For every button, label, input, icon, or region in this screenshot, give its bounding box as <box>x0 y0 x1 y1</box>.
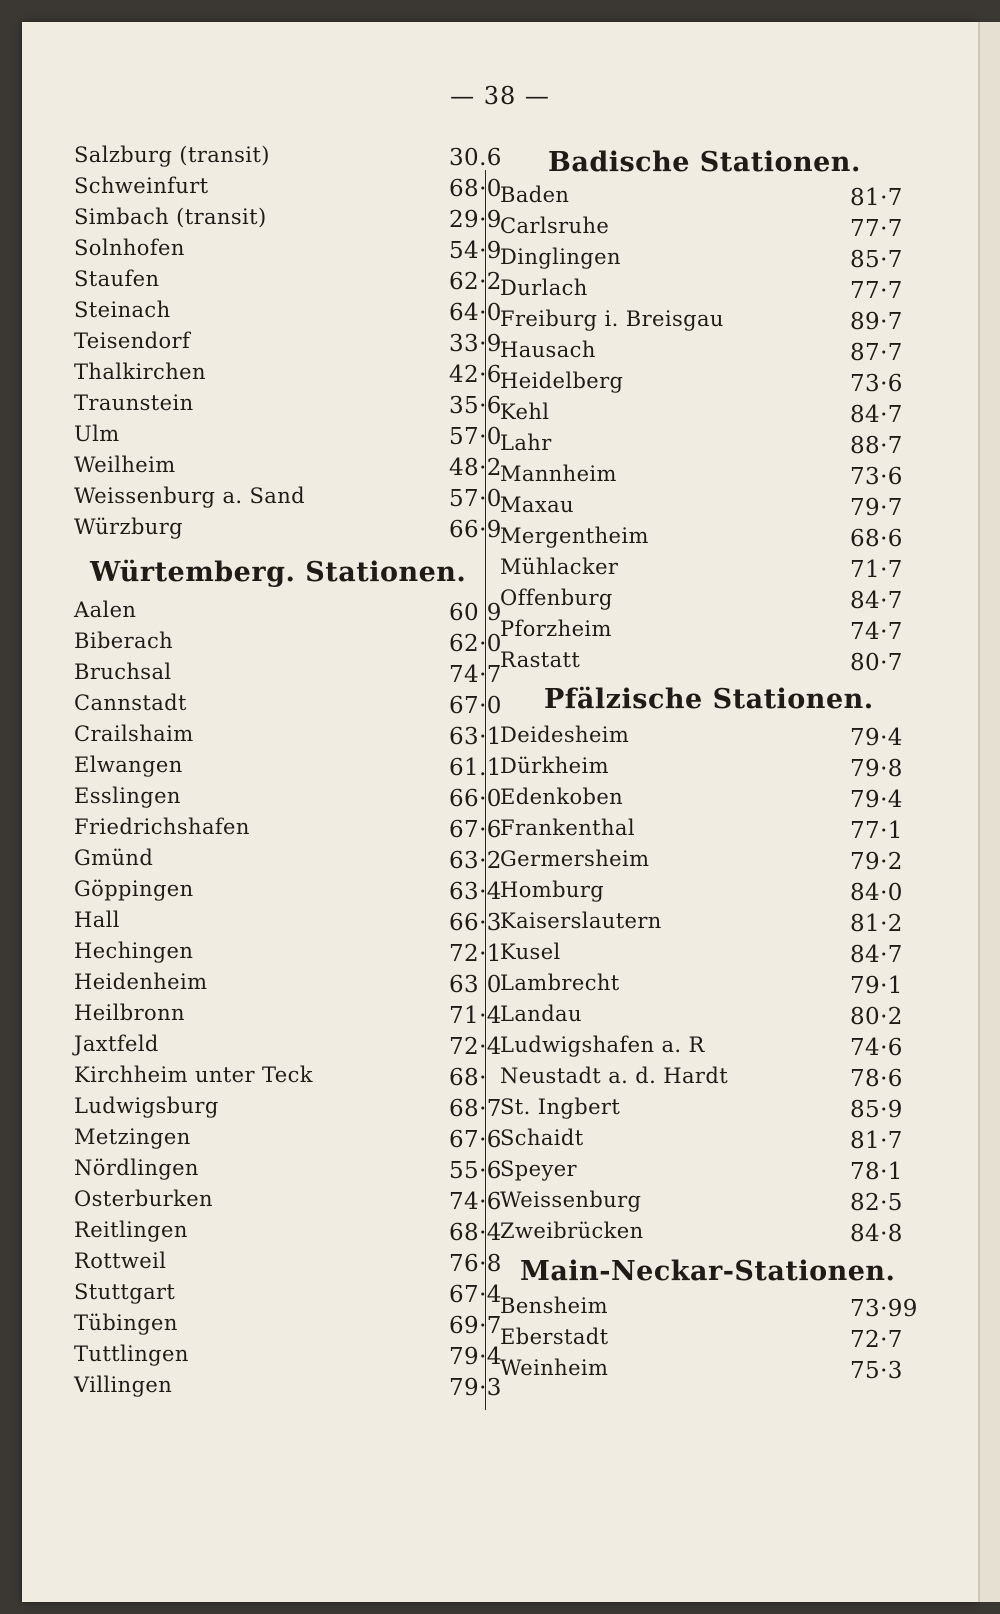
station-row <box>500 720 920 751</box>
station-name: Schaidt <box>500 1126 584 1150</box>
station-value: 79·1 <box>850 973 903 999</box>
station-value: 84·7 <box>850 942 903 968</box>
station-value: 76·8 <box>449 1251 502 1277</box>
station-row <box>74 357 502 388</box>
station-name: Kirchheim unter Teck <box>74 1063 313 1087</box>
station-value: 74·6 <box>850 1035 903 1061</box>
station-value: 63·2 <box>449 848 502 874</box>
station-row <box>500 490 920 521</box>
station-name: Eberstadt <box>500 1325 609 1349</box>
station-value: 81·7 <box>850 185 903 211</box>
station-value: 68· <box>449 1065 487 1091</box>
station-value: 85·7 <box>850 247 903 273</box>
station-row <box>74 905 502 936</box>
station-name: Offenburg <box>500 586 613 610</box>
station-row <box>74 874 502 905</box>
station-row <box>74 1246 502 1277</box>
station-name: Ludwigsburg <box>74 1094 219 1118</box>
station-value: 29·9 <box>449 207 502 233</box>
station-name: Pforzheim <box>500 617 612 641</box>
station-name: Solnhofen <box>74 236 185 260</box>
station-name: Edenkoben <box>500 785 624 809</box>
baden-heading: Badische Stationen. <box>548 147 861 178</box>
station-row <box>500 782 920 813</box>
station-row <box>74 1153 502 1184</box>
station-name: Elwangen <box>74 753 183 777</box>
station-row <box>500 1185 920 1216</box>
station-value: 73·6 <box>850 464 903 490</box>
station-value: 84·8 <box>850 1221 903 1247</box>
station-row <box>500 999 920 1030</box>
station-row <box>74 233 502 264</box>
station-name: Weinheim <box>500 1356 609 1380</box>
station-name: Schweinfurt <box>74 174 209 198</box>
station-value: 82·5 <box>850 1190 903 1216</box>
station-row <box>74 1184 502 1215</box>
station-name: Hechingen <box>74 939 194 963</box>
station-value: 64·0 <box>449 300 502 326</box>
station-value: 84·7 <box>850 402 903 428</box>
station-row <box>500 459 920 490</box>
station-row <box>74 419 502 450</box>
station-name: Esslingen <box>74 784 181 808</box>
station-name: Ulm <box>74 422 120 446</box>
station-row <box>500 614 920 645</box>
station-value: 62·2 <box>449 269 502 295</box>
station-name: Zweibrücken <box>500 1219 644 1243</box>
station-row <box>74 1091 502 1122</box>
station-value: 80·7 <box>850 650 903 676</box>
station-row <box>74 1060 494 1091</box>
station-value: 69·7 <box>449 1313 502 1339</box>
station-row <box>500 273 920 304</box>
station-row <box>500 335 920 366</box>
station-name: Tuttlingen <box>74 1342 189 1366</box>
station-row <box>500 304 920 335</box>
station-name: Nördlingen <box>74 1156 199 1180</box>
station-row <box>74 998 502 1029</box>
station-name: Metzingen <box>74 1125 191 1149</box>
station-value: 42·6 <box>449 362 502 388</box>
station-row <box>74 1370 502 1401</box>
station-row <box>500 521 920 552</box>
station-value: 60 9 <box>449 600 502 626</box>
station-row <box>500 428 920 459</box>
next-page-edge <box>978 22 1000 1602</box>
station-value: 55·6 <box>449 1158 502 1184</box>
station-value: 63·1 <box>449 724 502 750</box>
station-value: 79·7 <box>850 495 903 521</box>
station-row <box>74 481 502 512</box>
station-name: Jaxtfeld <box>74 1032 159 1056</box>
station-row <box>500 751 920 782</box>
station-name: Landau <box>500 1002 582 1026</box>
station-row <box>74 936 502 967</box>
station-name: Hausach <box>500 338 596 362</box>
station-value: 63·4 <box>449 879 502 905</box>
station-name: Crailshaim <box>74 722 194 746</box>
station-value: 75·3 <box>850 1358 903 1384</box>
station-row <box>500 813 920 844</box>
station-row <box>74 626 502 657</box>
station-name: Gmünd <box>74 846 154 870</box>
station-name: Weissenburg <box>500 1188 642 1212</box>
station-name: Lambrecht <box>500 971 620 995</box>
station-value: 66·9 <box>449 517 502 543</box>
station-value: 62·0 <box>449 631 502 657</box>
station-name: Deidesheim <box>500 723 630 747</box>
station-row <box>500 844 920 875</box>
station-value: 74·7 <box>449 662 502 688</box>
station-name: Kusel <box>500 940 561 964</box>
station-name: Mergentheim <box>500 524 649 548</box>
station-row <box>74 967 502 998</box>
station-row <box>500 366 920 397</box>
right-column <box>500 140 920 1384</box>
station-row <box>74 1339 502 1370</box>
station-name: Durlach <box>500 276 588 300</box>
station-value: 72·7 <box>850 1327 903 1353</box>
station-value: 81·2 <box>850 911 903 937</box>
station-row <box>74 140 502 171</box>
station-value: 72·1 <box>449 941 502 967</box>
station-row <box>500 211 920 242</box>
station-row <box>74 657 502 688</box>
station-value: 35·6 <box>449 393 502 419</box>
station-value: 79·8 <box>850 756 903 782</box>
station-value: 78·6 <box>850 1066 903 1092</box>
station-value: 30.6 <box>449 145 502 171</box>
station-row <box>500 1322 920 1353</box>
station-value: 67·0 <box>449 693 502 719</box>
station-value: 66·0 <box>449 786 502 812</box>
station-row <box>500 1216 920 1247</box>
station-value: 63 0 <box>449 972 502 998</box>
station-value: 74·6 <box>449 1189 502 1215</box>
station-row <box>500 968 920 999</box>
station-name: Villingen <box>74 1373 173 1397</box>
station-value: 81·7 <box>850 1128 903 1154</box>
station-name: Rastatt <box>500 648 581 672</box>
station-row <box>74 688 502 719</box>
station-name: Speyer <box>500 1157 577 1181</box>
station-name: Hall <box>74 908 120 932</box>
station-row <box>500 1092 920 1123</box>
station-row <box>74 512 502 543</box>
station-value: 33·9 <box>449 331 502 357</box>
station-row <box>500 937 920 968</box>
station-name: Cannstadt <box>74 691 187 715</box>
main-neckar-heading: Main-Neckar-Stationen. <box>520 1256 896 1287</box>
station-value: 77·7 <box>850 216 903 242</box>
station-row <box>500 180 920 211</box>
station-name: Friedrichshafen <box>74 815 250 839</box>
station-name: Neustadt a. d. Hardt <box>500 1064 729 1088</box>
station-row <box>500 397 920 428</box>
baden-list <box>500 180 920 676</box>
station-value: 57·0 <box>449 424 502 450</box>
station-row <box>500 645 920 676</box>
station-row <box>500 875 920 906</box>
station-row <box>74 1122 502 1153</box>
station-row <box>500 583 920 614</box>
station-name: Ludwigshafen a. R <box>500 1033 705 1057</box>
station-row <box>74 264 502 295</box>
station-value: 88·7 <box>850 433 903 459</box>
station-name: Göppingen <box>74 877 194 901</box>
wurttemberg-heading: Würtemberg. Stationen. <box>90 557 467 588</box>
station-name: Teisendorf <box>74 329 191 353</box>
station-value: 79·4 <box>850 787 903 813</box>
station-name: Frankenthal <box>500 816 635 840</box>
station-row <box>74 171 502 202</box>
station-row <box>74 750 502 781</box>
station-name: Reitlingen <box>74 1218 188 1242</box>
station-name: Bensheim <box>500 1294 608 1318</box>
station-value: 79·2 <box>850 849 903 875</box>
station-value: 73·6 <box>850 371 903 397</box>
book-page <box>22 22 978 1602</box>
station-name: Rottweil <box>74 1249 167 1273</box>
bavaria-list-continued <box>74 140 502 543</box>
station-name: Lahr <box>500 431 552 455</box>
station-name: Steinach <box>74 298 171 322</box>
station-value: 79·4 <box>449 1344 502 1370</box>
station-name: Mannheim <box>500 462 617 486</box>
station-row <box>500 1061 920 1092</box>
pfalz-heading: Pfälzische Stationen. <box>544 684 874 715</box>
station-name: Kaiserslautern <box>500 909 662 933</box>
station-value: 71·7 <box>850 557 903 583</box>
station-name: Biberach <box>74 629 174 653</box>
station-value: 80·2 <box>850 1004 903 1030</box>
station-value: 77·7 <box>850 278 903 304</box>
station-row <box>74 843 502 874</box>
left-column <box>74 140 502 1401</box>
station-row <box>74 812 502 843</box>
station-row <box>500 242 920 273</box>
station-value: 68·4 <box>449 1220 502 1246</box>
station-row <box>500 1123 920 1154</box>
station-name: Maxau <box>500 493 574 517</box>
page-number: — 38 — <box>450 82 550 110</box>
station-row <box>500 1154 920 1185</box>
station-row <box>74 719 502 750</box>
station-name: Germersheim <box>500 847 650 871</box>
station-row <box>74 450 502 481</box>
pfalz-list <box>500 720 920 1247</box>
main-neckar-list <box>500 1291 920 1384</box>
station-name: Würzburg <box>74 515 184 539</box>
station-name: Freiburg i. Breisgau <box>500 307 724 331</box>
station-row <box>74 781 502 812</box>
station-value: 67·4 <box>449 1282 502 1308</box>
station-name: Homburg <box>500 878 605 902</box>
station-row <box>500 1030 920 1061</box>
station-name: Heidenheim <box>74 970 208 994</box>
station-name: Salzburg (transit) <box>74 143 270 167</box>
station-name: St. Ingbert <box>500 1095 621 1119</box>
station-row <box>500 906 920 937</box>
station-value: 67·6 <box>449 817 502 843</box>
station-name: Traunstein <box>74 391 194 415</box>
station-row <box>74 388 502 419</box>
station-name: Aalen <box>74 598 137 622</box>
station-row <box>74 1277 502 1308</box>
station-value: 89·7 <box>850 309 903 335</box>
station-name: Carlsruhe <box>500 214 610 238</box>
station-row <box>500 1353 920 1384</box>
station-value: 66·3 <box>449 910 502 936</box>
station-name: Stuttgart <box>74 1280 176 1304</box>
station-value: 61.1 <box>449 755 502 781</box>
station-name: Weilheim <box>74 453 176 477</box>
station-value: 67·6 <box>449 1127 502 1153</box>
station-value: 68·7 <box>449 1096 502 1122</box>
station-row <box>74 326 502 357</box>
station-name: Dinglingen <box>500 245 621 269</box>
station-row <box>74 595 502 626</box>
station-value: 85·9 <box>850 1097 903 1123</box>
station-value: 68·0 <box>449 176 502 202</box>
station-name: Osterburken <box>74 1187 213 1211</box>
station-value: 54·9 <box>449 238 502 264</box>
station-row <box>74 1308 502 1339</box>
station-value: 87·7 <box>850 340 903 366</box>
station-name: Staufen <box>74 267 160 291</box>
station-row <box>74 1029 502 1060</box>
station-row <box>74 295 502 326</box>
station-row <box>74 1215 502 1246</box>
station-row <box>74 202 502 233</box>
station-value: 48·2 <box>449 455 502 481</box>
station-value: 78·1 <box>850 1159 903 1185</box>
station-name: Dürkheim <box>500 754 609 778</box>
station-value: 74·7 <box>850 619 903 645</box>
station-value: 71·4 <box>449 1003 502 1029</box>
station-value: 77·1 <box>850 818 903 844</box>
station-row <box>500 1291 920 1322</box>
station-value: 68·6 <box>850 526 903 552</box>
station-name: Bruchsal <box>74 660 172 684</box>
station-value: 73·99 <box>850 1296 918 1322</box>
station-value: 84·0 <box>850 880 903 906</box>
station-name: Thalkirchen <box>74 360 206 384</box>
station-value: 72·4 <box>449 1034 502 1060</box>
station-name: Kehl <box>500 400 550 424</box>
station-name: Weissenburg a. Sand <box>74 484 305 508</box>
wurttemberg-list <box>74 595 502 1401</box>
station-name: Tübingen <box>74 1311 178 1335</box>
station-value: 79·4 <box>850 725 903 751</box>
station-name: Simbach (transit) <box>74 205 267 229</box>
station-row <box>500 552 920 583</box>
station-name: Mühlacker <box>500 555 619 579</box>
station-name: Baden <box>500 183 570 207</box>
station-name: Heidelberg <box>500 369 624 393</box>
station-value: 79·3 <box>449 1375 502 1401</box>
station-name: Heilbronn <box>74 1001 185 1025</box>
station-value: 57·0 <box>449 486 502 512</box>
station-value: 84·7 <box>850 588 903 614</box>
